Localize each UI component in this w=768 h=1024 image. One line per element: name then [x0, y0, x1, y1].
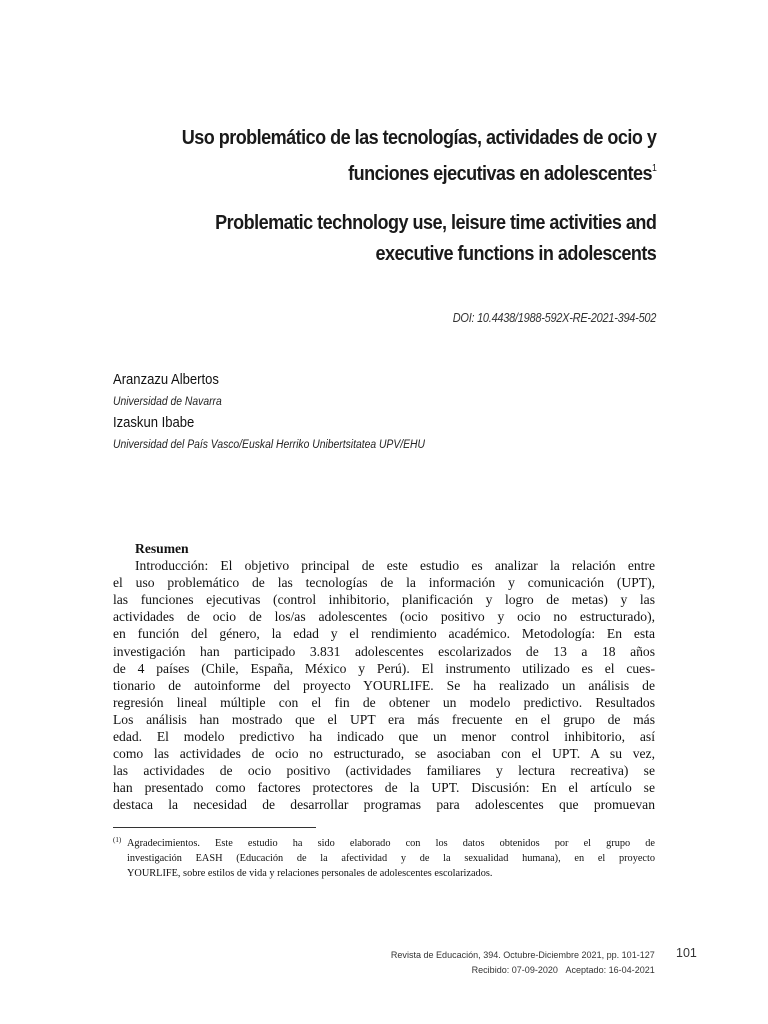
- author-affiliation-2: Universidad del País Vasco/Euskal Herriko Unibertsitatea UPV/EHU: [113, 439, 425, 451]
- page-footer: [377, 948, 655, 978]
- abstract-line: tionario de autoinforme del proyecto YOURLIFE. Se ha realizado un análisis de: [113, 677, 655, 693]
- abstract-line: han presentado como factores protectores de la UPT. Discusión: En el artículo se: [113, 780, 655, 796]
- abstract-line: Introducción: El objetivo principal de este estudio es analizar la relación entre: [135, 558, 655, 574]
- page-number: 101: [676, 946, 697, 960]
- abstract-line: actividades de ocio de los/as adolescentes (ocio positivo y ocio no estructurado),: [113, 609, 655, 625]
- author-affiliation-1: Universidad de Navarra: [113, 396, 222, 408]
- abstract-line: Los análisis han mostrado que el UPT era más frecuente en el grupo de más: [113, 711, 655, 727]
- accepted-date: Aceptado: 16-04-2021: [565, 965, 655, 976]
- received-date: Recibido: 07-09-2020: [471, 965, 559, 976]
- dates-row: [391, 963, 655, 978]
- abstract-line: investigación han participado 3.831 adolescentes escolarizados de 13 a 18 años: [113, 643, 655, 659]
- footnote-divider: [113, 827, 316, 828]
- abstract: [113, 540, 655, 814]
- footnote-line: investigación EASH (Educación de la afectividad y de la sexualidad humana), en el proyecto: [127, 853, 655, 864]
- footnote-mark: (1): [113, 836, 122, 844]
- abstract-line: edad. El modelo predictivo ha indicado que un menor control inhibitorio, así: [113, 729, 655, 745]
- abstract-line: en función del género, la edad y el rendimiento académico. Metodología: En esta: [113, 626, 655, 642]
- title-spanish-line-2: [181, 153, 656, 189]
- title-english-line-1: Problematic technology use, leisure time activities and: [214, 211, 656, 234]
- footnote: [113, 836, 655, 881]
- footnote-line: YOURLIFE, sobre estilos de vida y relaciones personales de adolescentes escolarizados.: [127, 868, 493, 879]
- author-name-2: Izaskun Ibabe: [113, 415, 195, 431]
- abstract-heading: Resumen: [135, 541, 189, 556]
- title-footnote-ref: 1: [651, 163, 656, 174]
- title-english-line-2: executive functions in adolescents: [375, 242, 656, 265]
- title-spanish-line-1: Uso problemático de las tecnologías, actividades de ocio y: [181, 126, 656, 149]
- footnote-line: Agradecimientos. Este estudio ha sido elaborado con los datos obtenidos por el grupo de: [127, 838, 655, 849]
- abstract-line: las funciones ejecutivas (control inhibitorio, planificación y logro de metas) y las: [113, 592, 655, 608]
- abstract-line: destaca la necesidad de desarrollar programas para adolescentes que promuevan: [113, 797, 655, 813]
- abstract-line: de 4 países (Chile, España, México y Perú). El instrumento utilizado es el cues-: [113, 660, 655, 676]
- title-spanish-line-2-text: funciones ejecutivas en adolescentes: [347, 162, 652, 185]
- abstract-line: regresión lineal múltiple con el fin de obtener un modelo predictivo. Resultados: [113, 694, 655, 710]
- abstract-line: las actividades de ocio positivo (actividades familiares y lectura recreativa) se: [113, 763, 655, 779]
- abstract-line: como las actividades de ocio no estructurado, se asociaban con el UPT. A su vez,: [113, 746, 655, 762]
- title-spanish: [117, 122, 656, 189]
- abstract-line: el uso problemático de las tecnologías de la información y comunicación (UPT),: [113, 575, 655, 591]
- title-english: [155, 207, 656, 269]
- doi: DOI: 10.4438/1988-592X-RE-2021-394-502: [452, 311, 656, 325]
- journal-citation: Revista de Educación, 394. Octubre-Diciembre 2021, pp. 101-127: [391, 950, 655, 961]
- author-name-1: Aranzazu Albertos: [113, 372, 219, 388]
